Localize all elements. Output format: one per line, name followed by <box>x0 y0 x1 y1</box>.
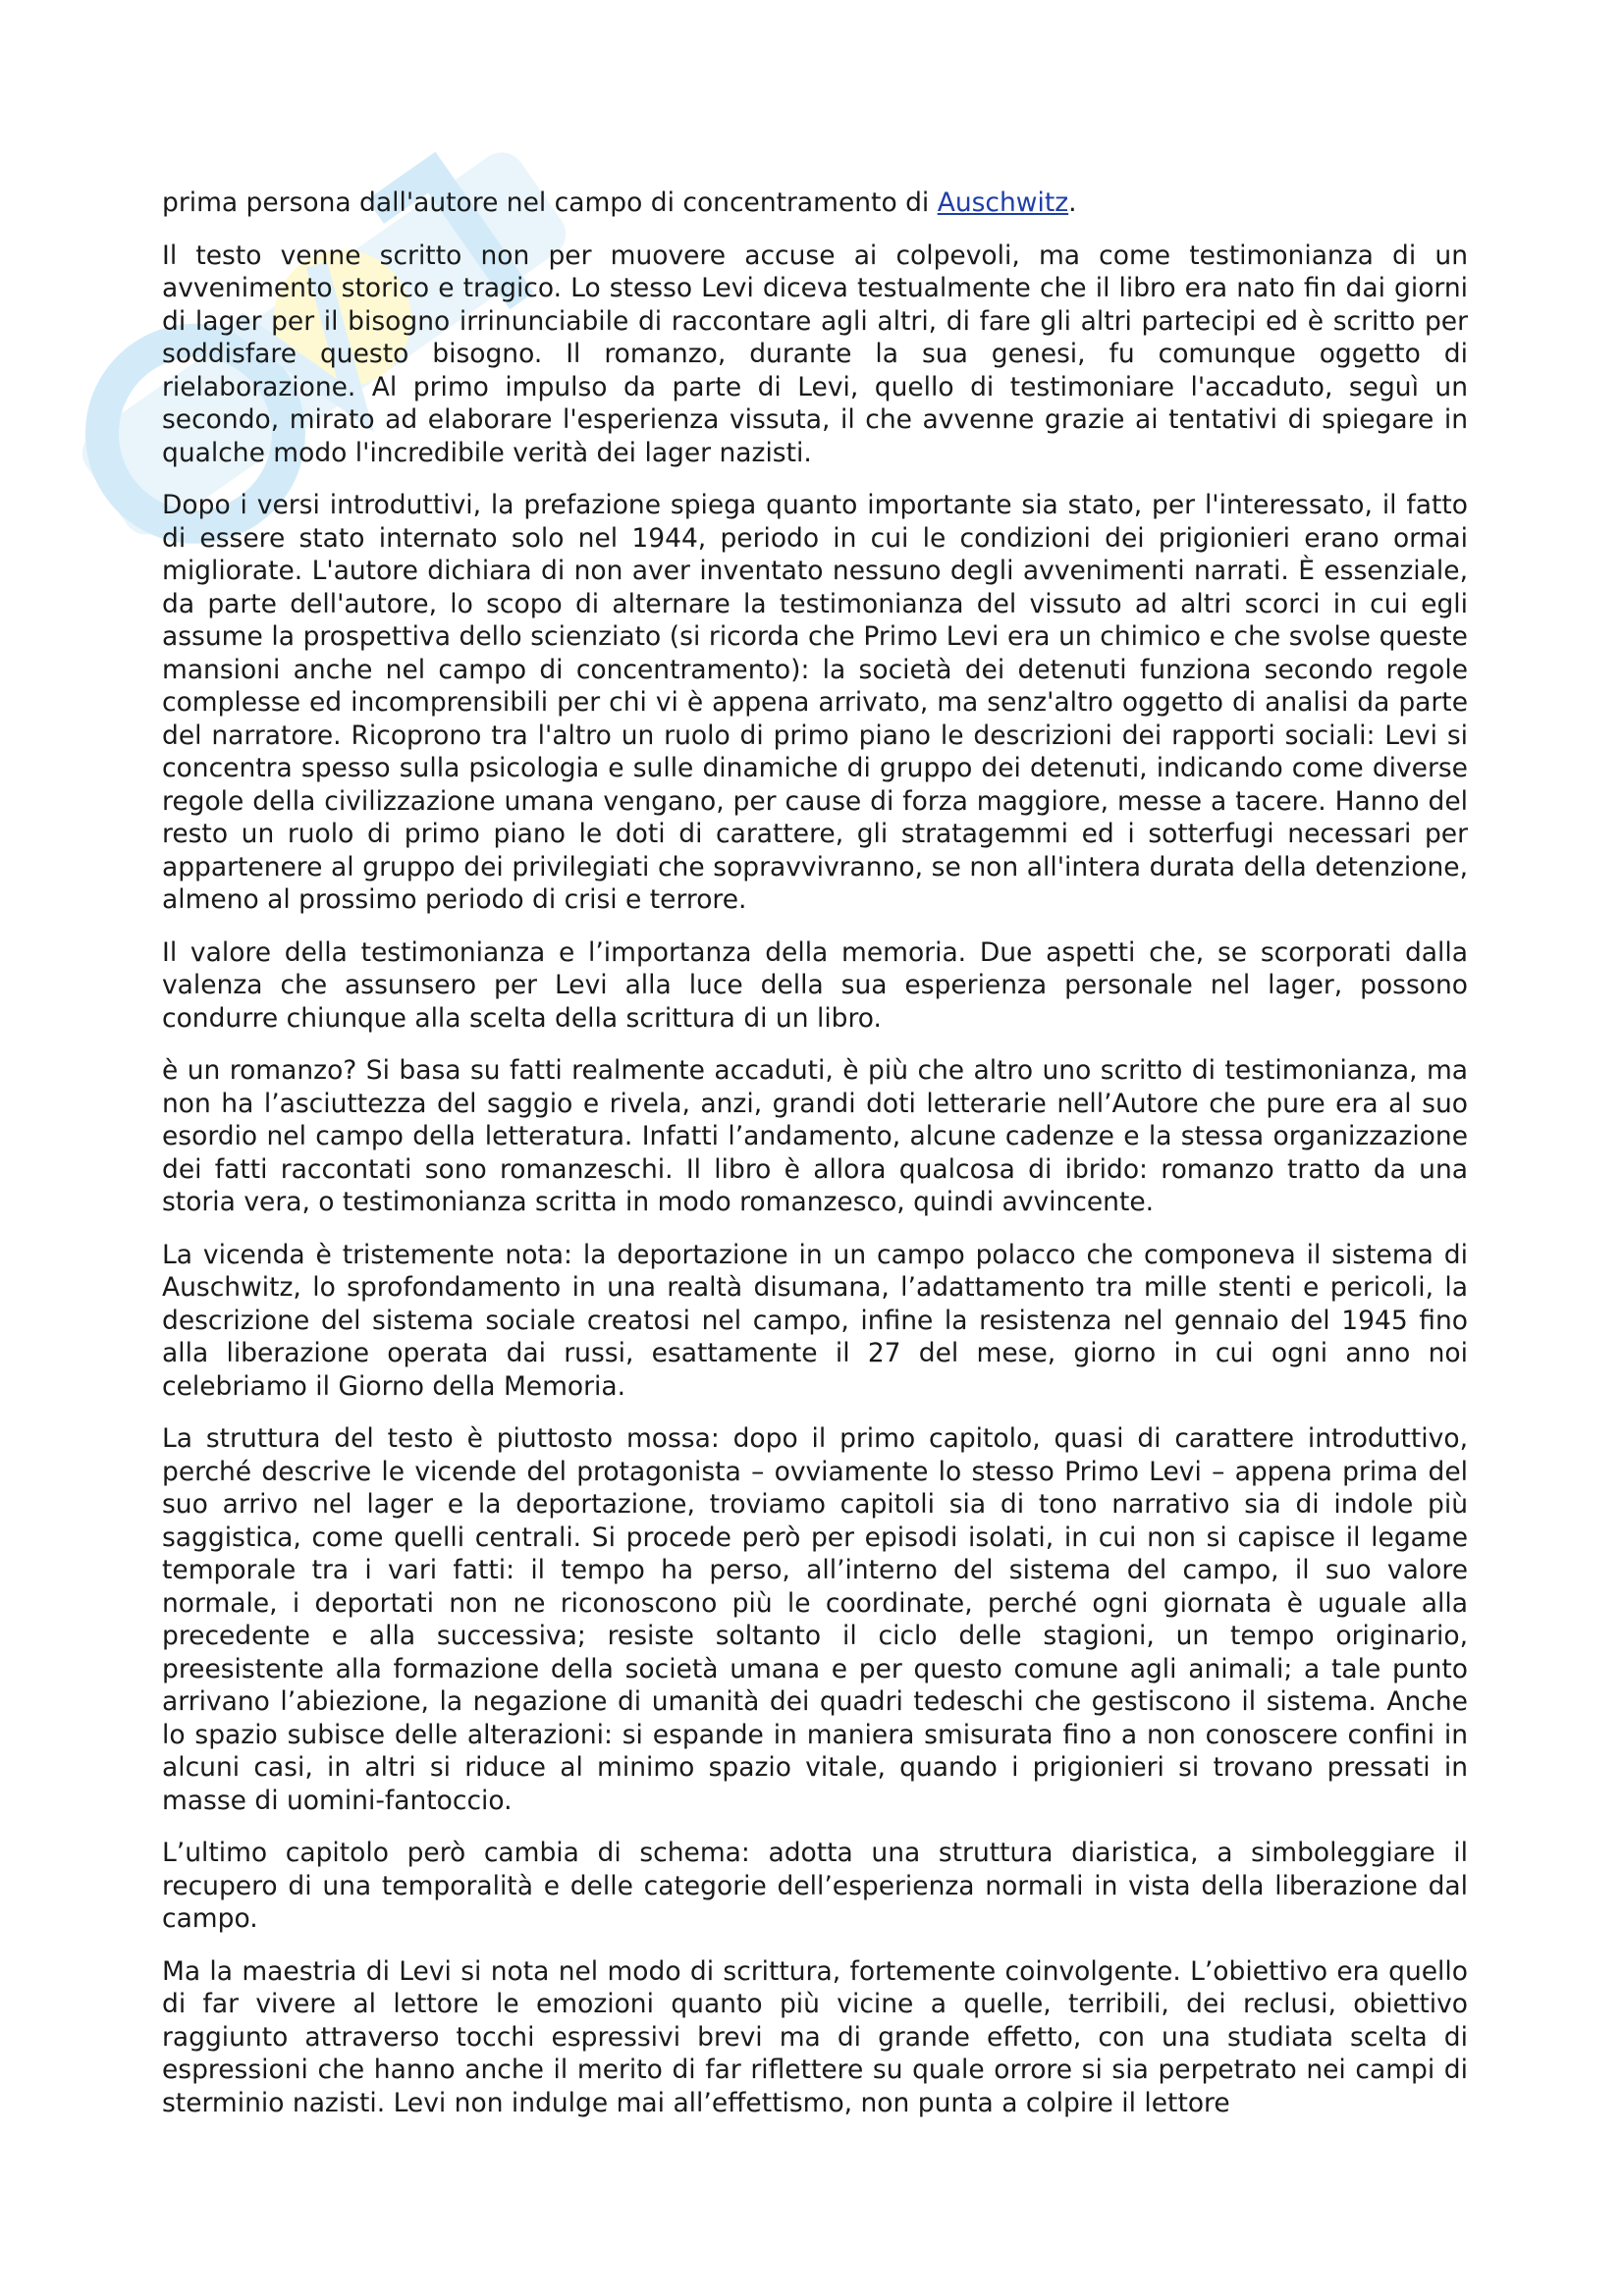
document-page <box>162 187 1468 2139</box>
auschwitz-link[interactable]: Auschwitz <box>937 187 1069 218</box>
paragraph-8: L’ultimo capitolo però cambia di schema: adotta una struttura diaristica, a simboleggiare il recupero di una temporalità e delle categorie dell’esperienza normali in vista della liberazione dal campo. <box>162 1838 1468 1934</box>
paragraph-9: Ma la maestria di Levi si nota nel modo di scrittura, fortemente coinvolgente. L’obiettivo era quello di far vivere al lettore le emozioni quanto più vicine a quelle, terribili, dei reclusi, obiettivo raggiunto attraverso tocchi espressivi brevi ma di grande effetto, con una studiata scelta di espressioni che hanno anche il merito di far riflettere su quale orrore si sia perpetrato nei campi di sterminio nazisti. Levi non indulge mai all’effettismo, non punta a colpire il lettore <box>162 1955 1468 2118</box>
paragraph-1 <box>162 187 1468 220</box>
paragraph-1-text: prima persona dall'autore nel campo di concentramento di <box>162 187 938 218</box>
paragraph-2: Il testo venne scritto non per muovere accuse ai colpevoli, ma come testimonianza di un avvenimento storico e tragico. Lo stesso Levi diceva testualmente che il libro era nato fin dai giorni di lager per il bisogno irrinunciabile di raccontare agli altri, di fare gli altri partecipi ed è scritto per soddisfare questo bisogno. Il romanzo, durante la sua genesi, fu comunque oggetto di rielaborazione. Al primo impulso da parte di Levi, quello di testimoniare l'accaduto, seguì un secondo, mirato ad elaborare l'esperienza vissuta, il che avvenne grazie ai tentativi di spiegare in qualche modo l'incredibile verità dei lager nazisti. <box>162 240 1468 468</box>
paragraph-7: La struttura del testo è piuttosto mossa: dopo il primo capitolo, quasi di carattere introduttivo, perché descrive le vicende del protagonista – ovviamente lo stesso Primo Levi – appena prima del suo arrivo nel lager e la deportazione, troviamo capitoli sia di tono narrativo sia di indole più saggistica, come quelli centrali. Si procede però per episodi isolati, in cui non si capisce il legame temporale tra i vari fatti: il tempo ha perso, all’interno del sistema del campo, il suo valore normale, i deportati non ne riconoscono più le coordinate, perché ogni giornata è uguale alla precedente e alla successiva; resiste soltanto il ciclo delle stagioni, un tempo originario, preesistente alla formazione della società umana e per questo comune agli animali; a tale punto arrivano l’abiezione, la negazione di umanità dei quadri tedeschi che gestiscono il sistema. Anche lo spazio subisce delle alterazioni: si espande in maniera smisurata fino a non conoscere confini in alcuni casi, in altri si riduce al minimo spazio vitale, quando i prigionieri si trovano pressati in masse di uomini-fantoccio. <box>162 1423 1468 1816</box>
paragraph-6: La vicenda è tristemente nota: la deportazione in un campo polacco che componeva il sistema di Auschwitz, lo sprofondamento in una realtà disumana, l’adattamento tra mille stenti e pericoli, la descrizione del sistema sociale creatosi nel campo, infine la resistenza nel gennaio del 1945 fino alla liberazione operata dai russi, esattamente il 27 del mese, giorno in cui ogni anno noi celebriamo il Giorno della Memoria. <box>162 1239 1468 1402</box>
paragraph-4: Il valore della testimonianza e l’importanza della memoria. Due aspetti che, se scorporati dalla valenza che assunsero per Levi alla luce della sua esperienza personale nel lager, possono condurre chiunque alla scelta della scrittura di un libro. <box>162 936 1468 1034</box>
paragraph-3: Dopo i versi introduttivi, la prefazione spiega quanto importante sia stato, per l'interessato, il fatto di essere stato internato solo nel 1944, periodo in cui le condizioni dei prigionieri erano ormai migliorate. L'autore dichiara di non aver inventato nessuno degli avvenimenti narrati. È essenziale, da parte dell'autore, lo scopo di alternare la testimonianza del vissuto ad altri scorci in cui egli assume la prospettiva dello scienziato (si ricorda che Primo Levi era un chimico e che svolse queste mansioni anche nel campo di concentramento): la società dei detenuti funziona secondo regole complesse ed incomprensibili per chi vi è appena arrivato, ma senz'altro oggetto di analisi da parte del narratore. Ricoprono tra l'altro un ruolo di primo piano le descrizioni dei rapporti sociali: Levi si concentra spesso sulla psicologia e sulle dinamiche di gruppo dei detenuti, indicando come diverse regole della civilizzazione umana vengano, per cause di forza maggiore, messe a tacere. Hanno del resto un ruolo di primo piano le doti di carattere, gli stratagemmi ed i sotterfugi necessari per appartenere al gruppo dei privilegiati che sopravvivranno, se non all'intera durata della detenzione, almeno al prossimo periodo di crisi e terrore. <box>162 490 1468 915</box>
paragraph-1-end: . <box>1068 187 1077 218</box>
paragraph-5: è un romanzo? Si basa su fatti realmente accaduti, è più che altro uno scritto di testimonianza, ma non ha l’asciuttezza del saggio e rivela, anzi, grandi doti letterarie nell’Autore che pure era al suo esordio nel campo della letteratura. Infatti l’andamento, alcune cadenze e la stessa organizzazione dei fatti raccontati sono romanzeschi. Il libro è allora qualcosa di ibrido: romanzo tratto da una storia vera, o testimonianza scritta in modo romanzesco, quindi avvincente. <box>162 1055 1468 1217</box>
